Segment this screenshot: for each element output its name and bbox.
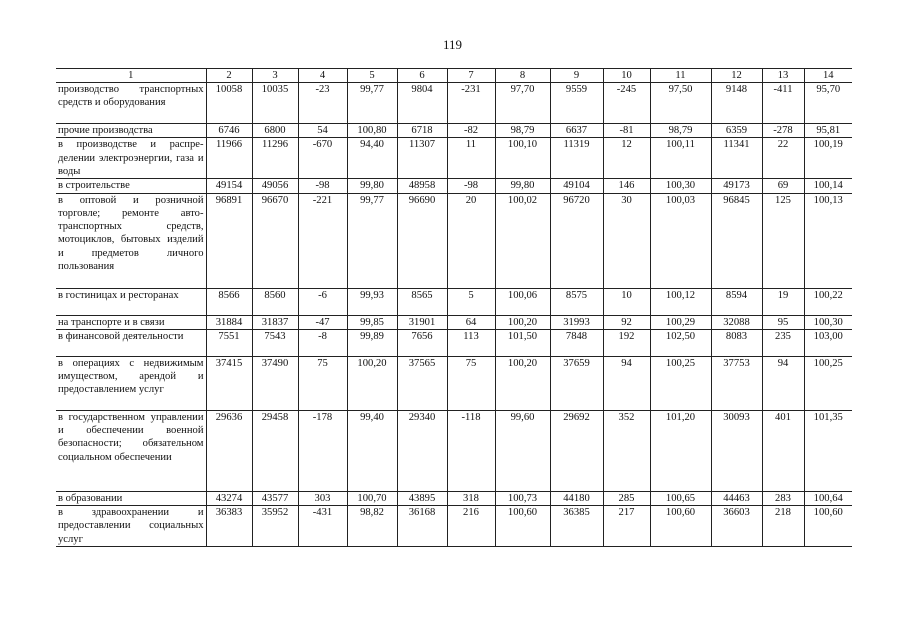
table-cell: 102,50 [650,329,711,356]
table-cell: 35952 [252,506,298,547]
table-cell: 99,40 [347,410,397,491]
table-cell: 99,80 [495,179,550,193]
table-cell: 100,60 [650,506,711,547]
table-cell: 146 [603,179,650,193]
column-header-9: 9 [550,69,603,83]
table-cell: 218 [762,506,804,547]
table-cell: 31884 [206,315,252,329]
table-cell: 99,77 [347,193,397,288]
table-cell: 100,06 [495,288,550,315]
column-header-13: 13 [762,69,804,83]
table-cell: 37490 [252,356,298,410]
table-cell: 100,30 [804,315,852,329]
table-cell: -8 [298,329,347,356]
table-cell: 99,77 [347,83,397,124]
table-cell: 11319 [550,138,603,179]
table-cell: 6718 [397,124,447,138]
table-cell: 8566 [206,288,252,315]
table-cell: 64 [447,315,495,329]
row-label: в оптовой и розничной торговле; ремонте автотранспортных средств, мотоциклов, бытовых изделий и предметов личного пользования [56,193,206,288]
table-cell: 96845 [711,193,762,288]
row-label: в строительстве [56,179,206,193]
column-header-10: 10 [603,69,650,83]
table-cell: 100,12 [650,288,711,315]
table-cell: 98,79 [650,124,711,138]
table-cell: 100,29 [650,315,711,329]
table-cell: -221 [298,193,347,288]
table-cell: 54 [298,124,347,138]
table-cell: 6637 [550,124,603,138]
table-cell: 125 [762,193,804,288]
table-cell: 22 [762,138,804,179]
table-row [56,124,852,138]
table-cell: 100,14 [804,179,852,193]
table-row [56,356,852,410]
table-cell: -178 [298,410,347,491]
table-cell: 11 [447,138,495,179]
table-cell: -81 [603,124,650,138]
row-label: в производстве и распределении электроэнергии, газа и воды [56,138,206,179]
table-cell: -23 [298,83,347,124]
table-cell: 100,25 [650,356,711,410]
column-header-14: 14 [804,69,852,83]
table-cell: 7656 [397,329,447,356]
table-cell: 95,81 [804,124,852,138]
table-cell: 11296 [252,138,298,179]
table-cell: 96720 [550,193,603,288]
table-cell: 7551 [206,329,252,356]
table-cell: 101,35 [804,410,852,491]
table-row [56,193,852,288]
table-cell: 31837 [252,315,298,329]
column-header-6: 6 [397,69,447,83]
table-cell: 36383 [206,506,252,547]
table-cell: 29340 [397,410,447,491]
table-cell: 31901 [397,315,447,329]
table-cell: 94 [762,356,804,410]
table-cell: 30 [603,193,650,288]
table-cell: 36168 [397,506,447,547]
table-cell: 401 [762,410,804,491]
statistics-table [56,68,852,547]
table-cell: 100,60 [804,506,852,547]
table-cell: 10 [603,288,650,315]
table-cell: 44463 [711,491,762,505]
table-cell: 36603 [711,506,762,547]
table-row [56,315,852,329]
table-cell: -98 [447,179,495,193]
table-cell: 10035 [252,83,298,124]
table-cell: 32088 [711,315,762,329]
column-header-3: 3 [252,69,298,83]
table-cell: 31993 [550,315,603,329]
table-cell: 100,70 [347,491,397,505]
table-cell: 100,25 [804,356,852,410]
table-cell: 97,70 [495,83,550,124]
table-cell: 217 [603,506,650,547]
table-cell: 9148 [711,83,762,124]
table-cell: 44180 [550,491,603,505]
table-cell: 49154 [206,179,252,193]
table-row [56,506,852,547]
table-row [56,329,852,356]
table-cell: 7848 [550,329,603,356]
column-header-1: 1 [56,69,206,83]
table-cell: 96690 [397,193,447,288]
table-cell: 96891 [206,193,252,288]
table-cell: 49104 [550,179,603,193]
table-cell: 8594 [711,288,762,315]
table-cell: 100,03 [650,193,711,288]
table-cell: 20 [447,193,495,288]
table-cell: 192 [603,329,650,356]
table-cell: 9804 [397,83,447,124]
table-row [56,288,852,315]
table-cell: 97,50 [650,83,711,124]
table-cell: -98 [298,179,347,193]
column-header-7: 7 [447,69,495,83]
table-cell: 100,11 [650,138,711,179]
row-label: производство транспортных средств и оборудования [56,83,206,124]
column-header-11: 11 [650,69,711,83]
table-cell: -231 [447,83,495,124]
table-cell: 100,64 [804,491,852,505]
table-cell: 98,82 [347,506,397,547]
row-label: в финансовой деятельности [56,329,206,356]
row-label: в гостиницах и ресторанах [56,288,206,315]
table-cell: 10058 [206,83,252,124]
table-cell: 75 [298,356,347,410]
row-label: в здравоохранении и предоставлении социальных услуг [56,506,206,547]
table-cell: 36385 [550,506,603,547]
table-cell: 43895 [397,491,447,505]
table-cell: 99,80 [347,179,397,193]
table-cell: 8575 [550,288,603,315]
table-cell: 99,60 [495,410,550,491]
table-cell: 9559 [550,83,603,124]
table-cell: 37415 [206,356,252,410]
table-cell: -278 [762,124,804,138]
header-row [56,69,852,83]
column-header-8: 8 [495,69,550,83]
row-label: в образовании [56,491,206,505]
table-cell: 103,00 [804,329,852,356]
page-number: 119 [442,37,463,52]
row-label: в операциях с недвижимым имуществом, арендой и предоставлением услуг [56,356,206,410]
table-cell: 100,65 [650,491,711,505]
table-cell: 98,79 [495,124,550,138]
table-cell: -431 [298,506,347,547]
row-label: прочие производства [56,124,206,138]
table-row [56,179,852,193]
table-cell: 100,13 [804,193,852,288]
table-cell: 94,40 [347,138,397,179]
table-row [56,410,852,491]
table-cell: -245 [603,83,650,124]
column-header-4: 4 [298,69,347,83]
table-cell: 100,30 [650,179,711,193]
table-cell: 75 [447,356,495,410]
table-cell: 100,20 [495,356,550,410]
table-cell: 100,10 [495,138,550,179]
table-cell: 29692 [550,410,603,491]
table-cell: 49056 [252,179,298,193]
table-cell: 100,80 [347,124,397,138]
table-cell: 8560 [252,288,298,315]
table-cell: 6359 [711,124,762,138]
table-cell: 37659 [550,356,603,410]
column-header-5: 5 [347,69,397,83]
row-label: на транспорте и в связи [56,315,206,329]
table-cell: 8565 [397,288,447,315]
table-cell: 5 [447,288,495,315]
table-cell: 318 [447,491,495,505]
table-cell: 12 [603,138,650,179]
table-cell: 283 [762,491,804,505]
table-cell: 235 [762,329,804,356]
table-cell: 100,19 [804,138,852,179]
table-cell: 30093 [711,410,762,491]
table-cell: 43577 [252,491,298,505]
table-cell: 6746 [206,124,252,138]
table-body [56,69,852,547]
table-cell: 29458 [252,410,298,491]
row-label: в государственном управлении и обеспечении военной безопасности; обязательном социальном обеспечении [56,410,206,491]
table-cell: -670 [298,138,347,179]
table-cell: 99,89 [347,329,397,356]
table-cell: 7543 [252,329,298,356]
table-cell: 29636 [206,410,252,491]
table-cell: 216 [447,506,495,547]
table-cell: 100,20 [347,356,397,410]
table-cell: 113 [447,329,495,356]
table-cell: 99,93 [347,288,397,315]
table-cell: -118 [447,410,495,491]
column-header-2: 2 [206,69,252,83]
table-cell: 100,60 [495,506,550,547]
table-cell: 11966 [206,138,252,179]
table-cell: 92 [603,315,650,329]
table-cell: 99,85 [347,315,397,329]
table-cell: 101,50 [495,329,550,356]
table-row [56,491,852,505]
table-cell: -6 [298,288,347,315]
table-cell: 69 [762,179,804,193]
table-cell: 94 [603,356,650,410]
table-cell: 100,22 [804,288,852,315]
table-cell: 285 [603,491,650,505]
table-cell: 49173 [711,179,762,193]
table-cell: 101,20 [650,410,711,491]
table-cell: 48958 [397,179,447,193]
table-cell: 100,73 [495,491,550,505]
table-cell: 11341 [711,138,762,179]
table-cell: -82 [447,124,495,138]
table-cell: 303 [298,491,347,505]
table-cell: 19 [762,288,804,315]
table-cell: 6800 [252,124,298,138]
table-cell: -47 [298,315,347,329]
table-cell: 95,70 [804,83,852,124]
table-row [56,138,852,179]
table-cell: 352 [603,410,650,491]
table-cell: 100,20 [495,315,550,329]
table-cell: 37753 [711,356,762,410]
table-cell: 96670 [252,193,298,288]
table-cell: -411 [762,83,804,124]
table-cell: 95 [762,315,804,329]
table-cell: 43274 [206,491,252,505]
table-cell: 37565 [397,356,447,410]
column-header-12: 12 [711,69,762,83]
table-cell: 100,02 [495,193,550,288]
table-cell: 8083 [711,329,762,356]
table-row [56,83,852,124]
table-cell: 11307 [397,138,447,179]
